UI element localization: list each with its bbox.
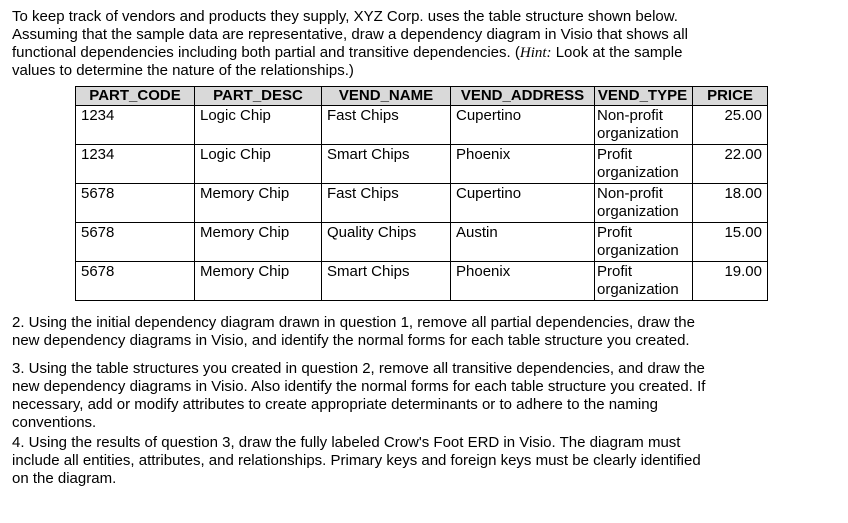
cell-part-code: 5678 [76, 262, 195, 301]
q3-line-1: 3. Using the table structures you created in question 2, remove all transitive dependencies, and draw the [12, 360, 705, 377]
q1-line-2: Assuming that the sample data are representative, draw a dependency diagram in Visio that shows all [12, 26, 688, 43]
cell-part-code: 5678 [76, 184, 195, 223]
question-3-text [12, 360, 812, 432]
q2-line-1: 2. Using the initial dependency diagram drawn in question 1, remove all partial dependencies, draw the [12, 314, 695, 331]
table-row [76, 184, 768, 223]
header-part-desc: PART_DESC [195, 87, 322, 106]
cell-part-code: 1234 [76, 145, 195, 184]
cell-part-desc: Memory Chip [195, 184, 322, 223]
cell-vend-type: Profit organization [595, 262, 693, 301]
q2-line-2: new dependency diagrams in Visio, and identify the normal forms for each table structure you created. [12, 332, 690, 349]
cell-vend-type: Non-profit organization [595, 106, 693, 145]
q1-line-3 [12, 44, 812, 62]
cell-price: 25.00 [693, 106, 768, 145]
cell-vend-name: Quality Chips [322, 223, 451, 262]
cell-part-code: 1234 [76, 106, 195, 145]
cell-price: 22.00 [693, 145, 768, 184]
cell-price: 18.00 [693, 184, 768, 223]
cell-vend-address: Phoenix [451, 145, 595, 184]
cell-vend-name: Smart Chips [322, 262, 451, 301]
header-vend-type: VEND_TYPE [595, 87, 693, 106]
cell-vend-name: Fast Chips [322, 184, 451, 223]
question-4-text [12, 434, 812, 488]
table-row [76, 145, 768, 184]
cell-vend-type: Non-profit organization [595, 184, 693, 223]
cell-vend-name: Smart Chips [322, 145, 451, 184]
cell-part-desc: Logic Chip [195, 106, 322, 145]
cell-part-code: 5678 [76, 223, 195, 262]
header-vend-address: VEND_ADDRESS [451, 87, 595, 106]
cell-vend-address: Phoenix [451, 262, 595, 301]
cell-vend-address: Cupertino [451, 184, 595, 223]
cell-vend-address: Austin [451, 223, 595, 262]
table-header-row [76, 87, 768, 106]
q4-line-1: 4. Using the results of question 3, draw the fully labeled Crow's Foot ERD in Visio. The diagram must [12, 434, 681, 451]
cell-part-desc: Memory Chip [195, 223, 322, 262]
q1-line-4: values to determine the nature of the relationships.) [12, 62, 354, 79]
cell-price: 19.00 [693, 262, 768, 301]
hint-label: Hint: [519, 45, 552, 61]
header-vend-name: VEND_NAME [322, 87, 451, 106]
q4-line-2: include all entities, attributes, and relationships. Primary keys and foreign keys must be clearly identified [12, 452, 701, 469]
q3-line-4: conventions. [12, 414, 97, 431]
table-row [76, 106, 768, 145]
cell-vend-name: Fast Chips [322, 106, 451, 145]
cell-vend-type: Profit organization [595, 145, 693, 184]
cell-part-desc: Memory Chip [195, 262, 322, 301]
q3-line-3: necessary, add or modify attributes to create appropriate determinants or to adhere to the naming [12, 396, 658, 413]
question-1-text [12, 8, 812, 80]
table-row [76, 262, 768, 301]
cell-vend-address: Cupertino [451, 106, 595, 145]
cell-vend-type: Profit organization [595, 223, 693, 262]
cell-part-desc: Logic Chip [195, 145, 322, 184]
cell-price: 15.00 [693, 223, 768, 262]
q3-line-2: new dependency diagrams in Visio. Also identify the normal forms for each table structure you created. If [12, 378, 706, 395]
table-row [76, 223, 768, 262]
question-2-text [12, 314, 812, 350]
header-price: PRICE [693, 87, 768, 106]
header-part-code: PART_CODE [76, 87, 195, 106]
q4-line-3: on the diagram. [12, 470, 117, 487]
q1-line-1: To keep track of vendors and products they supply, XYZ Corp. uses the table structure shown below. [12, 8, 678, 25]
q1-line-3-end: Look at the sample [551, 44, 683, 61]
vendor-product-table [75, 86, 768, 301]
q1-line-3-text: functional dependencies including both partial and transitive dependencies. ( [12, 44, 520, 61]
